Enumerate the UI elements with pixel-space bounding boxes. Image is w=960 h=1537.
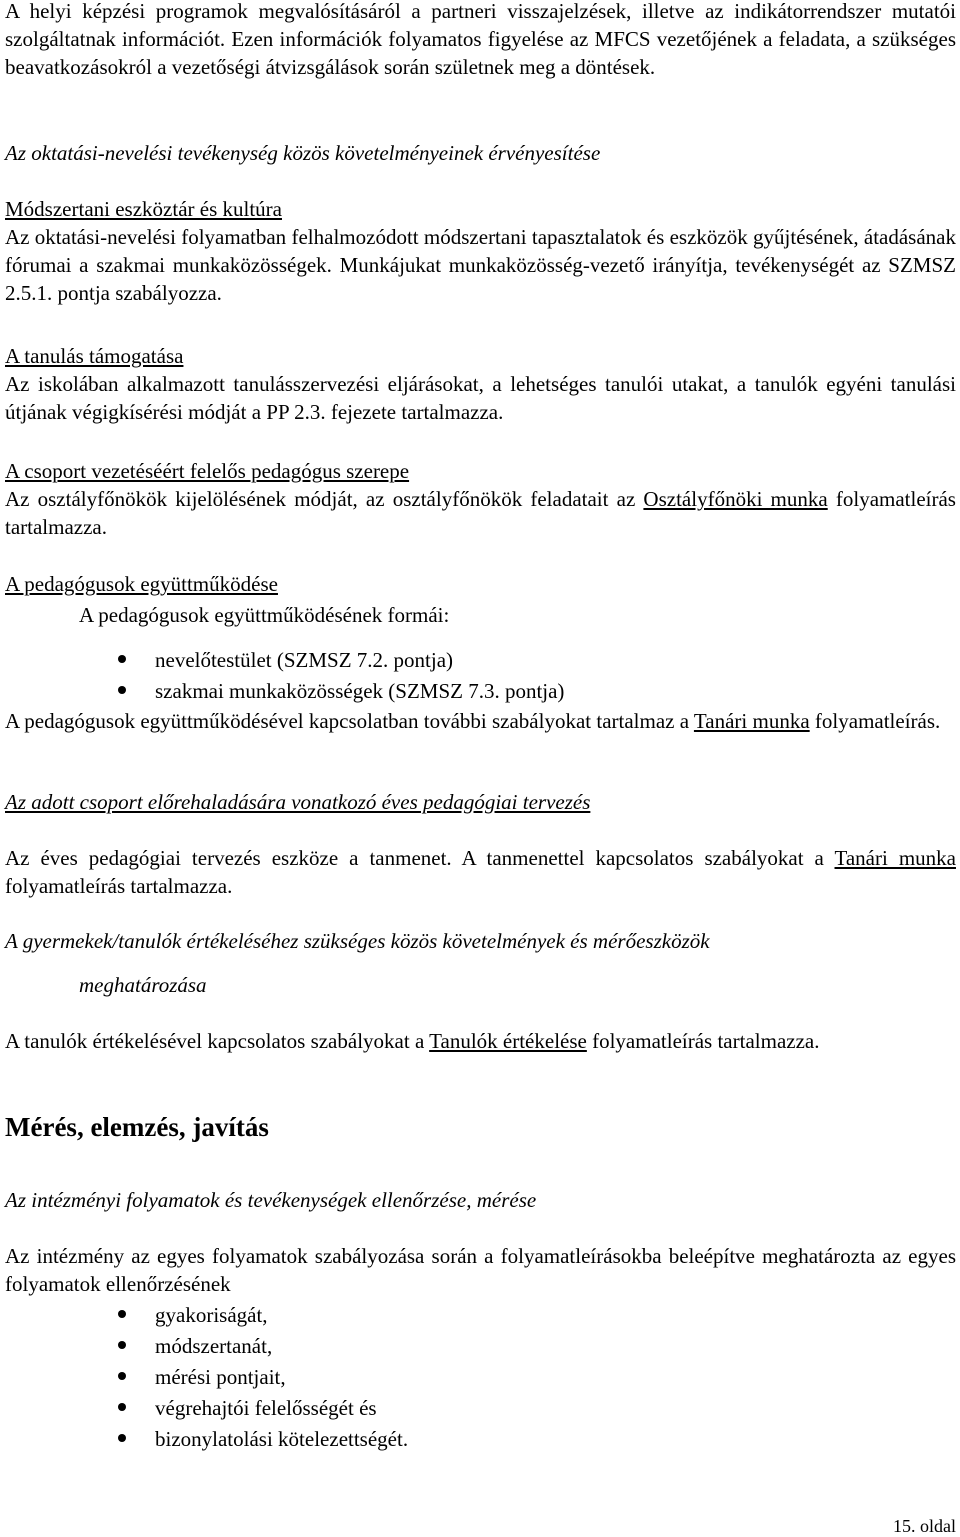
cooperation-list [5, 645, 956, 707]
link-tanulok-ertekelese[interactable]: Tanulók értékelése [429, 1029, 587, 1053]
list-item: gyakoriságát, [5, 1300, 956, 1331]
link-osztalyfonoki-munka[interactable]: Osztályfőnöki munka [643, 487, 828, 511]
intro-paragraph: A helyi képzési programok megvalósításáról a partneri visszajelzések, illetve az indikátorrendszer mutatói szolgáltatnak információt. Ezen információk folyamatos figyelése az MFCS vezetőjének a feladata, a szükséges beavatkozásokról a vezetőségi átvizsgálások során születnek meg a döntések. [5, 0, 956, 79]
link-tanari-munka[interactable]: Tanári munka [693, 709, 810, 733]
learning-support-text: Az iskolában alkalmazott tanulásszervezési eljárásokat, a lehetséges tanulói utakat, a tanulók egyéni tanulási útjának végigkísérési módját a PP 2.3. fejezete tartalmazza. [5, 372, 956, 424]
link-tanari-munka-2[interactable]: Tanári munka [834, 846, 956, 870]
measurement-list [5, 1300, 956, 1455]
section-cooperation [5, 570, 956, 735]
list-item: nevelőtestület (SZMSZ 7.2. pontja) [5, 645, 956, 676]
planning-text: Az éves pedagógiai tervezés eszköze a tanmenet. A tanmenettel kapcsolatos szabályokat a Tanári munka folyamatleírás tartalmazza. [5, 846, 956, 898]
evaluation-title-line1: A gyermekek/tanulók értékeléséhez szükséges közös követelmények és mérőeszközök [5, 929, 710, 953]
section-learning-support [5, 342, 956, 426]
measurement-heading: Mérés, elemzés, javítás [5, 1112, 269, 1142]
methodology-text: Az oktatási-nevelési folyamatban felhalmozódott módszertani tapasztalatok és eszközök gyűjtésének, átadásának fórumai a szakmai munkaközösségek. Munkájukat munkaközösség-vezető irányítja, tevékenységét az SZMSZ 2.5.1. pontja szabályozza. [5, 225, 956, 305]
measurement-text: Az intézmény az egyes folyamatok szabályozása során a folyamatleírásokba beleépítve meghatározta az egyes folyamatok ellenőrzésének [5, 1244, 956, 1296]
list-item: szakmai munkaközösségek (SZMSZ 7.3. pontja) [5, 676, 956, 707]
evaluation-title-line2: meghatározása [79, 973, 207, 997]
list-item: bizonylatolási kötelezettségét. [5, 1424, 956, 1455]
cooperation-subtitle: A pedagógusok együttműködésének formái: [79, 603, 450, 627]
list-item: végrehajtói felelősségét és [5, 1393, 956, 1424]
list-item: mérési pontjait, [5, 1362, 956, 1393]
section-group-leader [5, 457, 956, 541]
cooperation-title: A pedagógusok együttműködése [5, 572, 278, 596]
evaluation-text: A tanulók értékelésével kapcsolatos szabályokat a Tanulók értékelése folyamatleírás tartalmazza. [5, 1029, 820, 1053]
cooperation-text: A pedagógusok együttműködésével kapcsolatban további szabályokat tartalmaz a Tanári munka folyamatleírás. [5, 709, 941, 733]
planning-title: Az adott csoport előrehaladására vonatkozó éves pedagógiai tervezés [5, 790, 591, 814]
section-heading-requirements: Az oktatási-nevelési tevékenység közös követelményeinek érvényesítése [5, 141, 601, 165]
page-number: 15. oldal [893, 1516, 956, 1536]
group-leader-text: Az osztályfőnökök kijelölésének módját, az osztályfőnökök feladatait az Osztályfőnöki munka folyamatleírás tartalmazza. [5, 487, 956, 539]
section-methodology [5, 195, 956, 307]
methodology-title: Módszertani eszköztár és kultúra [5, 197, 282, 221]
list-item: módszertanát, [5, 1331, 956, 1362]
section-measurement-text [5, 1242, 956, 1455]
measurement-subheading: Az intézményi folyamatok és tevékenységek ellenőrzése, mérése [5, 1188, 537, 1212]
learning-support-title: A tanulás támogatása [5, 344, 184, 368]
group-leader-title: A csoport vezetéséért felelős pedagógus szerepe [5, 459, 410, 483]
